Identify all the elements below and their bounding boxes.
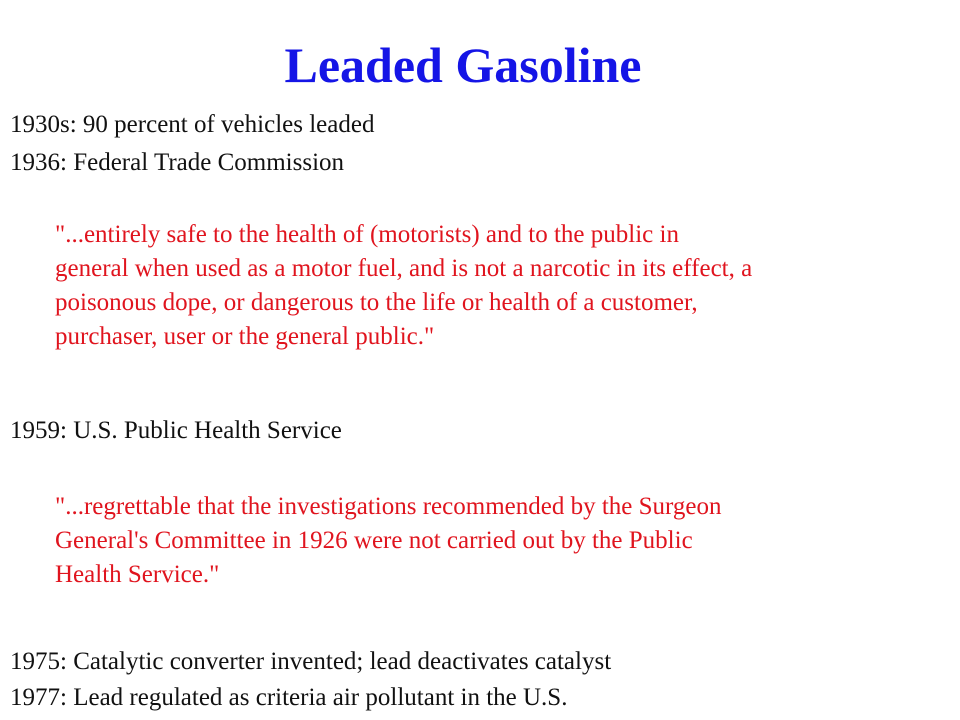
ftc-quote (55, 218, 752, 354)
timeline-1975: 1975: Catalytic converter invented; lead deactivates catalyst (10, 648, 612, 675)
slide-title: Leaded Gasoline (284, 37, 642, 93)
phs-quote-line: Health Service." (55, 561, 220, 588)
phs-quote (55, 490, 722, 592)
phs-quote-line: General's Committee in 1926 were not carried out by the Public (55, 527, 693, 554)
ftc-quote-line: purchaser, user or the general public." (55, 323, 435, 350)
timeline-1977: 1977: Lead regulated as criteria air pollutant in the U.S. (10, 684, 568, 711)
timeline-1959: 1959: U.S. Public Health Service (10, 417, 342, 444)
ftc-quote-line: "...entirely safe to the health of (motorists) and to the public in (55, 221, 679, 248)
phs-quote-line: "...regrettable that the investigations recommended by the Surgeon (55, 493, 722, 520)
timeline-1930s: 1930s: 90 percent of vehicles leaded (10, 111, 375, 138)
ftc-quote-line: general when used as a motor fuel, and is not a narcotic in its effect, a (55, 255, 753, 282)
timeline-1936: 1936: Federal Trade Commission (10, 149, 345, 176)
ftc-quote-line: poisonous dope, or dangerous to the life or health of a customer, (55, 289, 698, 316)
